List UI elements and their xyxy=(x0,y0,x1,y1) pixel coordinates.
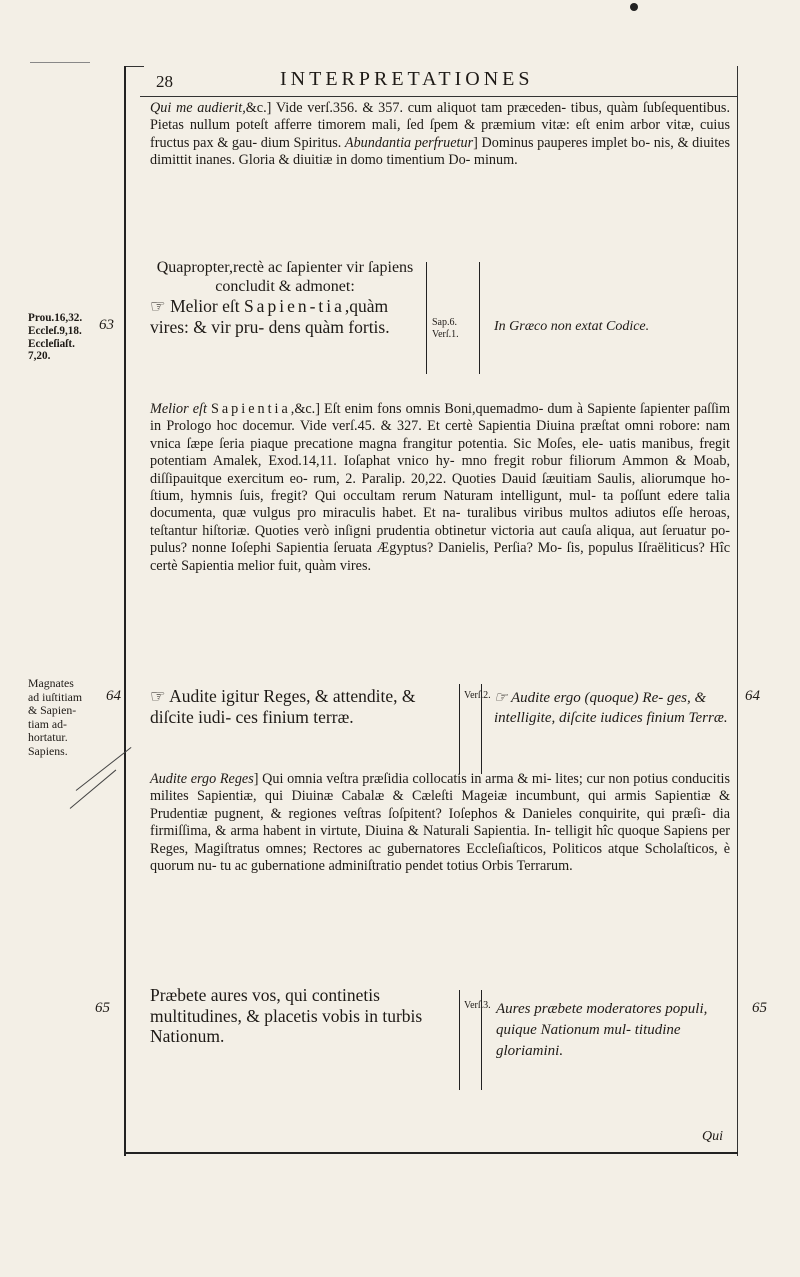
commentary-paragraph-1 xyxy=(150,100,730,170)
frame-bottom-rule xyxy=(124,1152,738,1154)
commentary-text: &c.] Vide verſ.356. & 357. cum aliquot tam præceden- tibus, quàm ſubſequentibus. Pietas nullum poteſt afferre timorem mali, ſed ſpem & præmium vitæ: eſt enim arbor vitæ, cuius fructus pax & gau- dium Spiritus. xyxy=(150,100,730,151)
verse-63 xyxy=(150,258,420,337)
greek-note: In Græco non extat Codice. xyxy=(494,319,650,334)
pointing-hand-icon: ☞ xyxy=(150,296,171,316)
verse-reference: Verſ.2. xyxy=(464,690,491,701)
greek-note xyxy=(494,688,734,728)
commentary-text: ] Dominus pauperes implet bo- nis, & diuites dimittit inanes. Gloria & diuitiæ in domo timentium Do- minum. xyxy=(150,134,730,169)
verse-number: 63 xyxy=(99,317,114,333)
verse-text: Audite igitur Reges, & attendite, & diſcite iudi- ces finium terræ. xyxy=(150,686,416,727)
column-rule xyxy=(479,262,480,374)
pointing-hand-icon: ☞ xyxy=(494,690,511,706)
commentary-paragraph-2 xyxy=(150,401,730,575)
lemma-small-caps: Sapientia xyxy=(210,401,291,417)
frame-right-rule xyxy=(737,66,738,1156)
column-rule xyxy=(481,684,482,774)
header-rule xyxy=(140,96,738,97)
lemma: Qui me audierit, xyxy=(150,100,246,116)
verse-number: 64 xyxy=(106,688,121,704)
page-edge-line xyxy=(30,62,90,63)
greek-note: Aures præbete moderatores populi, quique Nationum mul- titudine gloriamini. xyxy=(496,1001,708,1059)
commentary-paragraph-3 xyxy=(150,771,730,875)
column-rule xyxy=(481,990,482,1090)
verse-reference: Sap.6. Verſ.1. xyxy=(432,317,459,340)
verse-number-right: 64 xyxy=(745,688,760,704)
verse-small-caps: Sapien-tia xyxy=(243,296,345,316)
commentary-text: ,&c.] Eſt enim fons omnis Boni,quemadmo- dum à Sapiente ſapienter paſſim in Prologo hoc docemur. Vide verſ.45. & 327. Et certè Sapientia Diuina præſtat omni robore: nam vnica ſæpe ſeria piaque precatione magna frangitur potentia. Sic Moſes, ele- uatis manibus, fregit potentiam Amalek, Exod.14,11. Ioſaphat vnico hy- mno fregit robur filiorum Ammon & Moab, diſſipauitque exercitum eo- rum, 2. Paralip. 20,22. Quoties Dauid ſæuitiam Saulis, aliorumque ho- ſtium, hymnis ſuis, fregit? Qui occultam rerum Naturam intelligunt, mul- ta poſſunt edere talia documenta, quæ vulgus pro miraculis habet. Et na- turalibus viribus multos adiutos eſſe heroas, teſtantur hiſtoriæ. Quoties verò inſigni prudentia obtinetur victoria aut cauſa aliqua, aut ſeruatur po- pulus? nonne Ioſephi Sapientia ſeruata Ægyptus? Danielis, Perſia? Mo- ſis, populus Iſraëliticus? Hîc certè Sapientia melior fuit, quàm vires. xyxy=(150,401,730,574)
pointing-hand-icon: ☞ xyxy=(150,686,170,706)
verse-number-right: 65 xyxy=(752,1000,767,1016)
column-rule xyxy=(459,684,460,774)
page-number: 28 xyxy=(156,72,173,91)
verse-text: Melior eſt xyxy=(170,296,244,316)
column-rule xyxy=(459,990,460,1090)
page-header xyxy=(140,66,738,92)
ink-spot xyxy=(630,3,638,11)
column-rule xyxy=(426,262,427,374)
lemma: Abundantia perfruetur xyxy=(344,134,474,151)
verse-number: 65 xyxy=(95,1000,110,1016)
verse-reference: Verſ.3. xyxy=(464,1000,491,1011)
verse-intro: Quapropter,rectè ac ſapienter vir ſapiens concludit & admonet: xyxy=(156,259,414,295)
catchword: Qui xyxy=(702,1129,723,1144)
lemma: Melior eſt xyxy=(150,401,207,417)
margin-note: Magnates ad iuſtitiam & Sapien- tiam ad- hortatur. Sapiens. xyxy=(28,676,83,758)
margin-references: Prou.16,32. Eccleſ.9,18. Eccleſiaſt. 7,20. xyxy=(28,312,83,363)
lemma: Audite ergo Reges xyxy=(150,771,254,787)
verse-65: Præbete aures vos, qui continetis multitudines, & placetis vobis in turbis Nationum. xyxy=(150,985,423,1047)
commentary-text: ] Qui omnia veſtra præſidia collocatis in arma & mi- lites; cur non potius conducitis milites Sapientiæ, qui Diuinæ Cabalæ & Cæleſti Mageiæ incumbunt, qui armis Sapientiæ & Prudentiæ pugnent, & regiones veſtras ſoſpitent? Ioſephos & Danieles conquirite, qui præſi- dia firmiſſima, & arma habent in virtute, Diuina & Naturali Sapientia. In- telligit hîc quoque Sapiens per Reges, Magiſtratus omnes; Rectores ac gubernatores Eccleſiaſticos, Politicos atque Scholaſticos, è quorum nu- tu ac gubernatione adminiſtratio pendet totius Orbis Terrarum. xyxy=(150,771,730,875)
verse-text: ,quàm vires: & vir pru- dens quàm fortis. xyxy=(150,296,390,337)
verse-64 xyxy=(150,686,460,727)
frame-left-rule xyxy=(124,66,126,1156)
greek-note-text: Audite ergo (quoque) Re- ges, & intelligite, diſcite iudices finium Terræ. xyxy=(494,690,728,726)
running-head: INTERPRETATIONES xyxy=(280,68,534,90)
